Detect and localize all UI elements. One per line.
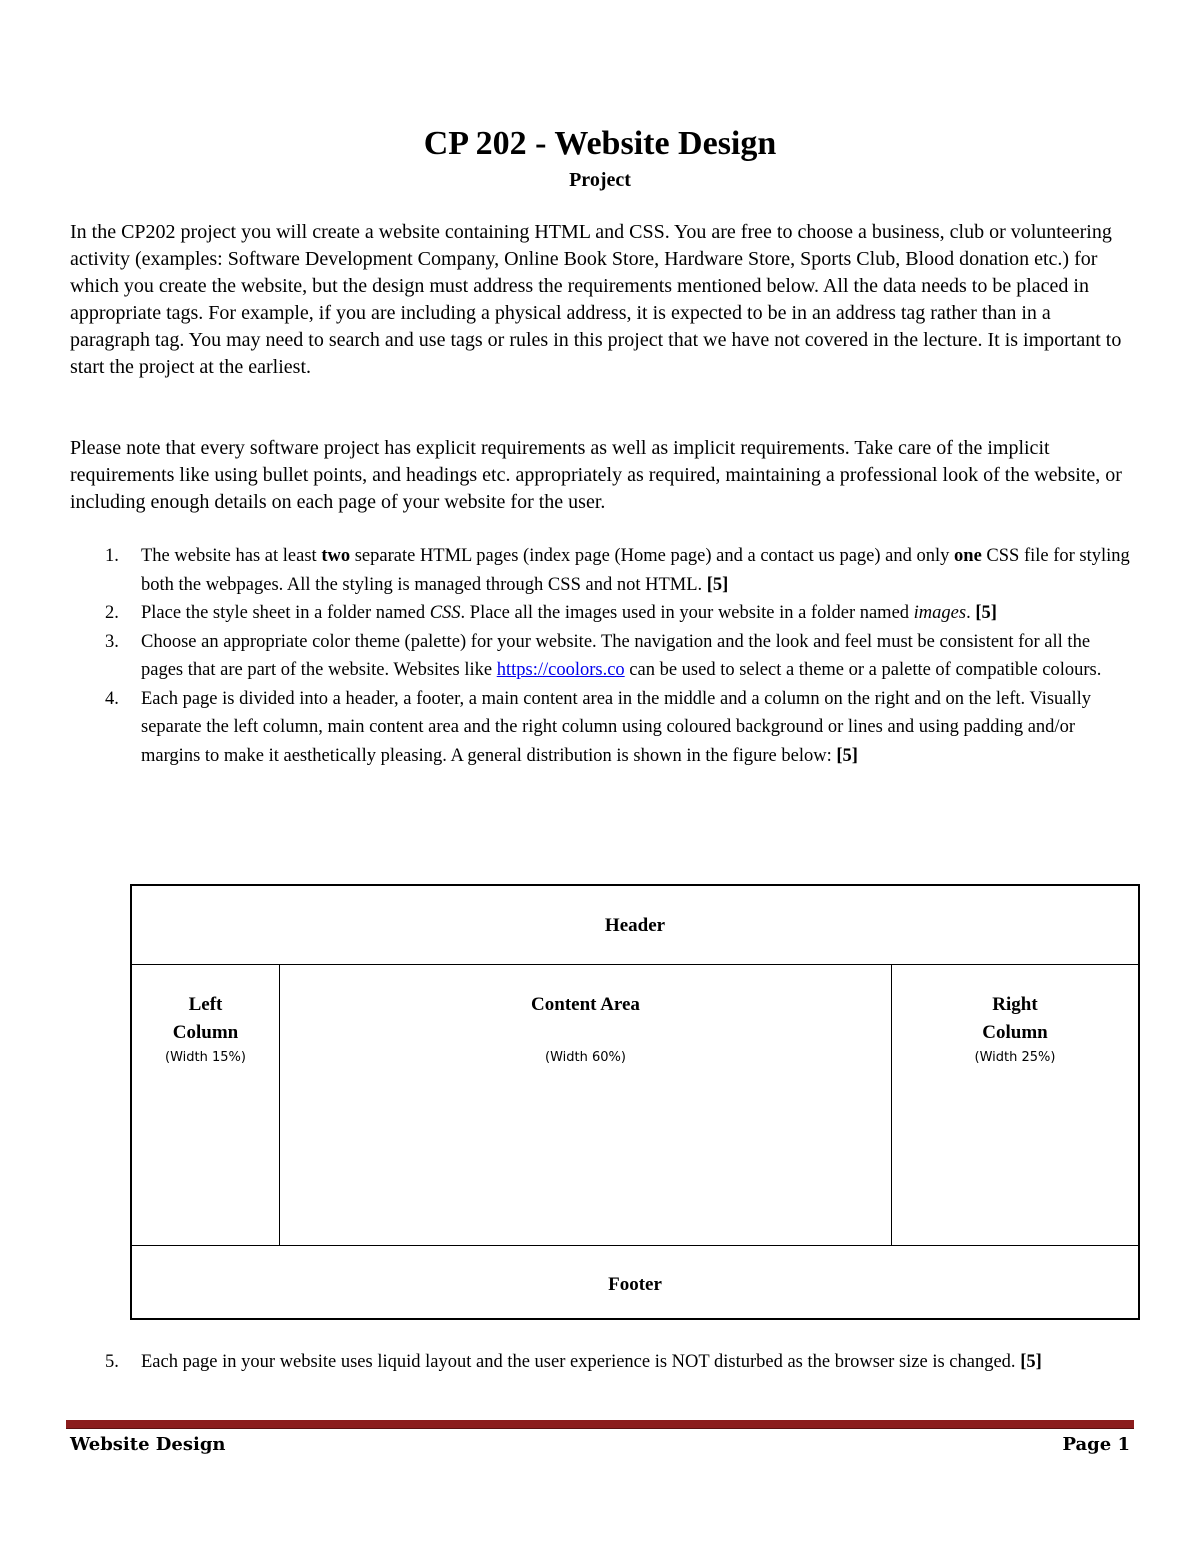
marks-label: [5] <box>706 574 729 595</box>
marks-label: [5] <box>975 603 997 623</box>
requirement-item-2: 2. Place the style sheet in a folder named CSS. Place all the images used in your website in a folder named images. [5] <box>70 599 1134 628</box>
requirement-item-1: 1. The website has at least two separate HTML pages (index page (Home page) and a contact us page) and only one CSS file for styling both the webpages. All the styling is managed through CSS and not HTML. [5] <box>70 542 1134 599</box>
list-number: 4. <box>105 688 119 709</box>
diagram-content-area <box>280 965 892 1245</box>
footer-divider <box>66 1420 1134 1429</box>
list-number: 2. <box>105 603 119 623</box>
document-title: CP 202 - Website Design <box>423 125 777 162</box>
requirements-list <box>70 542 1134 770</box>
layout-diagram <box>130 884 1140 1320</box>
folder-name-images: images <box>913 603 967 623</box>
right-column-label-2: Column <box>982 1022 1048 1043</box>
marks-label: [5] <box>836 745 858 766</box>
requirement-item-3: 3. Choose an appropriate color theme (palette) for your website. The navigation and the look and feel must be consistent for all the pages that are part of the website. Websites like https://coolors.co can be used to select a theme or a palette of compatible colours. <box>70 628 1134 685</box>
requirement-item-4: 4. Each page is divided into a header, a footer, a main content area in the middle and a column on the right and on the left. Visually separate the left column, main content area and the right column using coloured background or lines and using padding and/or margins to make it aesthetically pleasing. A general distribution is shown in the figure below: [5] <box>70 685 1134 771</box>
diagram-left-column <box>132 965 280 1245</box>
list-number: 3. <box>105 631 119 652</box>
coolors-link[interactable]: https://coolors.co <box>496 660 625 680</box>
left-column-width: (Width 15%) <box>165 1050 246 1065</box>
diagram-header: Header <box>132 886 1138 965</box>
implicit-requirements-paragraph: Please note that every software project has explicit requirements as well as implicit requirements. Take care of the implicit requirements like using bullet points, and headings etc. appropriately as required, maintaining a professional look of the website, or including enough details on each page of your website for the user. <box>70 437 1122 513</box>
right-column-label: Right <box>992 994 1038 1015</box>
diagram-right-column <box>892 965 1138 1245</box>
document-subtitle: Project <box>569 169 631 191</box>
left-column-label: Left <box>188 994 223 1015</box>
right-column-width: (Width 25%) <box>974 1050 1056 1065</box>
content-area-width: (Width 60%) <box>545 1050 626 1065</box>
folder-name-css: CSS <box>429 603 461 623</box>
diagram-footer: Footer <box>132 1245 1138 1318</box>
marks-label: [5] <box>1020 1352 1042 1372</box>
requirements-list-continued <box>70 1348 1134 1377</box>
list-number: 5. <box>105 1352 119 1372</box>
requirement-item-5: 5. Each page in your website uses liquid layout and the user experience is NOT disturbed as the browser size is changed. [5] <box>70 1348 1134 1377</box>
footer-page-number: Page 1 <box>1062 1434 1130 1455</box>
content-area-label: Content Area <box>531 994 640 1015</box>
emphasis-two: two <box>321 546 351 566</box>
intro-paragraph: In the CP202 project you will create a website containing HTML and CSS. You are free to choose a business, club or volunteering activity (examples: Software Development Company, Online Book Store, Hardware Store, Sports Club, Blood donation etc.) for which you create the website, but the design must address the requirements mentioned below. All the data needs to be placed in appropriate tags. For example, if you are including a physical address, it is expected to be in an address tag rather than in a paragraph tag. You may need to search and use tags or rules in this project that we have not covered in the lecture. It is important to start the project at the earliest. <box>70 221 1122 378</box>
footer-document-name: Website Design <box>70 1434 226 1455</box>
list-number: 1. <box>105 546 119 566</box>
left-column-label-2: Column <box>172 1022 239 1043</box>
emphasis-one: one <box>954 546 982 566</box>
